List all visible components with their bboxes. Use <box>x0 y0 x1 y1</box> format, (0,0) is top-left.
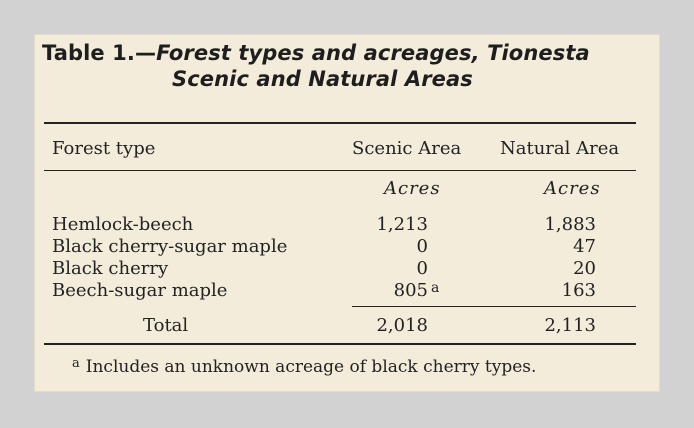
row-forest-type: Black cherry <box>52 258 169 279</box>
table-title <box>42 40 654 92</box>
subtotal-rule <box>352 306 636 307</box>
header-scenic-area: Scenic Area <box>352 138 462 159</box>
table-row <box>34 258 660 280</box>
row-natural-value: 20 <box>573 258 596 279</box>
header-natural-area: Natural Area <box>500 138 620 159</box>
footnote-marker: a <box>431 280 440 296</box>
table-number: Table 1.— <box>42 41 157 65</box>
header-rule <box>44 170 636 171</box>
table-row <box>34 280 660 302</box>
row-scenic-value: 0 <box>416 258 428 279</box>
total-label: Total <box>143 315 189 336</box>
title-line-2: Scenic and Natural Areas <box>172 67 473 91</box>
title-line-1: Forest types and acreages, Tionesta <box>156 41 590 65</box>
row-scenic-value: 805 <box>393 280 428 301</box>
document-page <box>34 34 660 392</box>
top-rule <box>44 122 636 124</box>
footnote-mark: a <box>72 356 80 371</box>
units-scenic: Acres <box>384 178 441 199</box>
row-scenic-value: 0 <box>416 236 428 257</box>
row-forest-type: Black cherry-sugar maple <box>52 236 288 257</box>
bottom-rule <box>44 343 636 345</box>
total-scenic-value: 2,018 <box>376 315 428 336</box>
row-natural-value: 1,883 <box>544 214 596 235</box>
row-forest-type: Beech-sugar maple <box>52 280 228 301</box>
row-natural-value: 163 <box>561 280 596 301</box>
row-forest-type: Hemlock-beech <box>52 214 194 235</box>
units-natural: Acres <box>544 178 601 199</box>
total-natural-value: 2,113 <box>544 315 596 336</box>
row-scenic-value: 1,213 <box>376 214 428 235</box>
total-row <box>34 315 660 337</box>
row-natural-value: 47 <box>573 236 596 257</box>
footnote-text: Includes an unknown acreage of black cherry types. <box>85 357 537 377</box>
header-forest-type: Forest type <box>52 138 156 159</box>
table-footnote <box>72 356 536 377</box>
table-row <box>34 214 660 236</box>
table-row <box>34 236 660 258</box>
